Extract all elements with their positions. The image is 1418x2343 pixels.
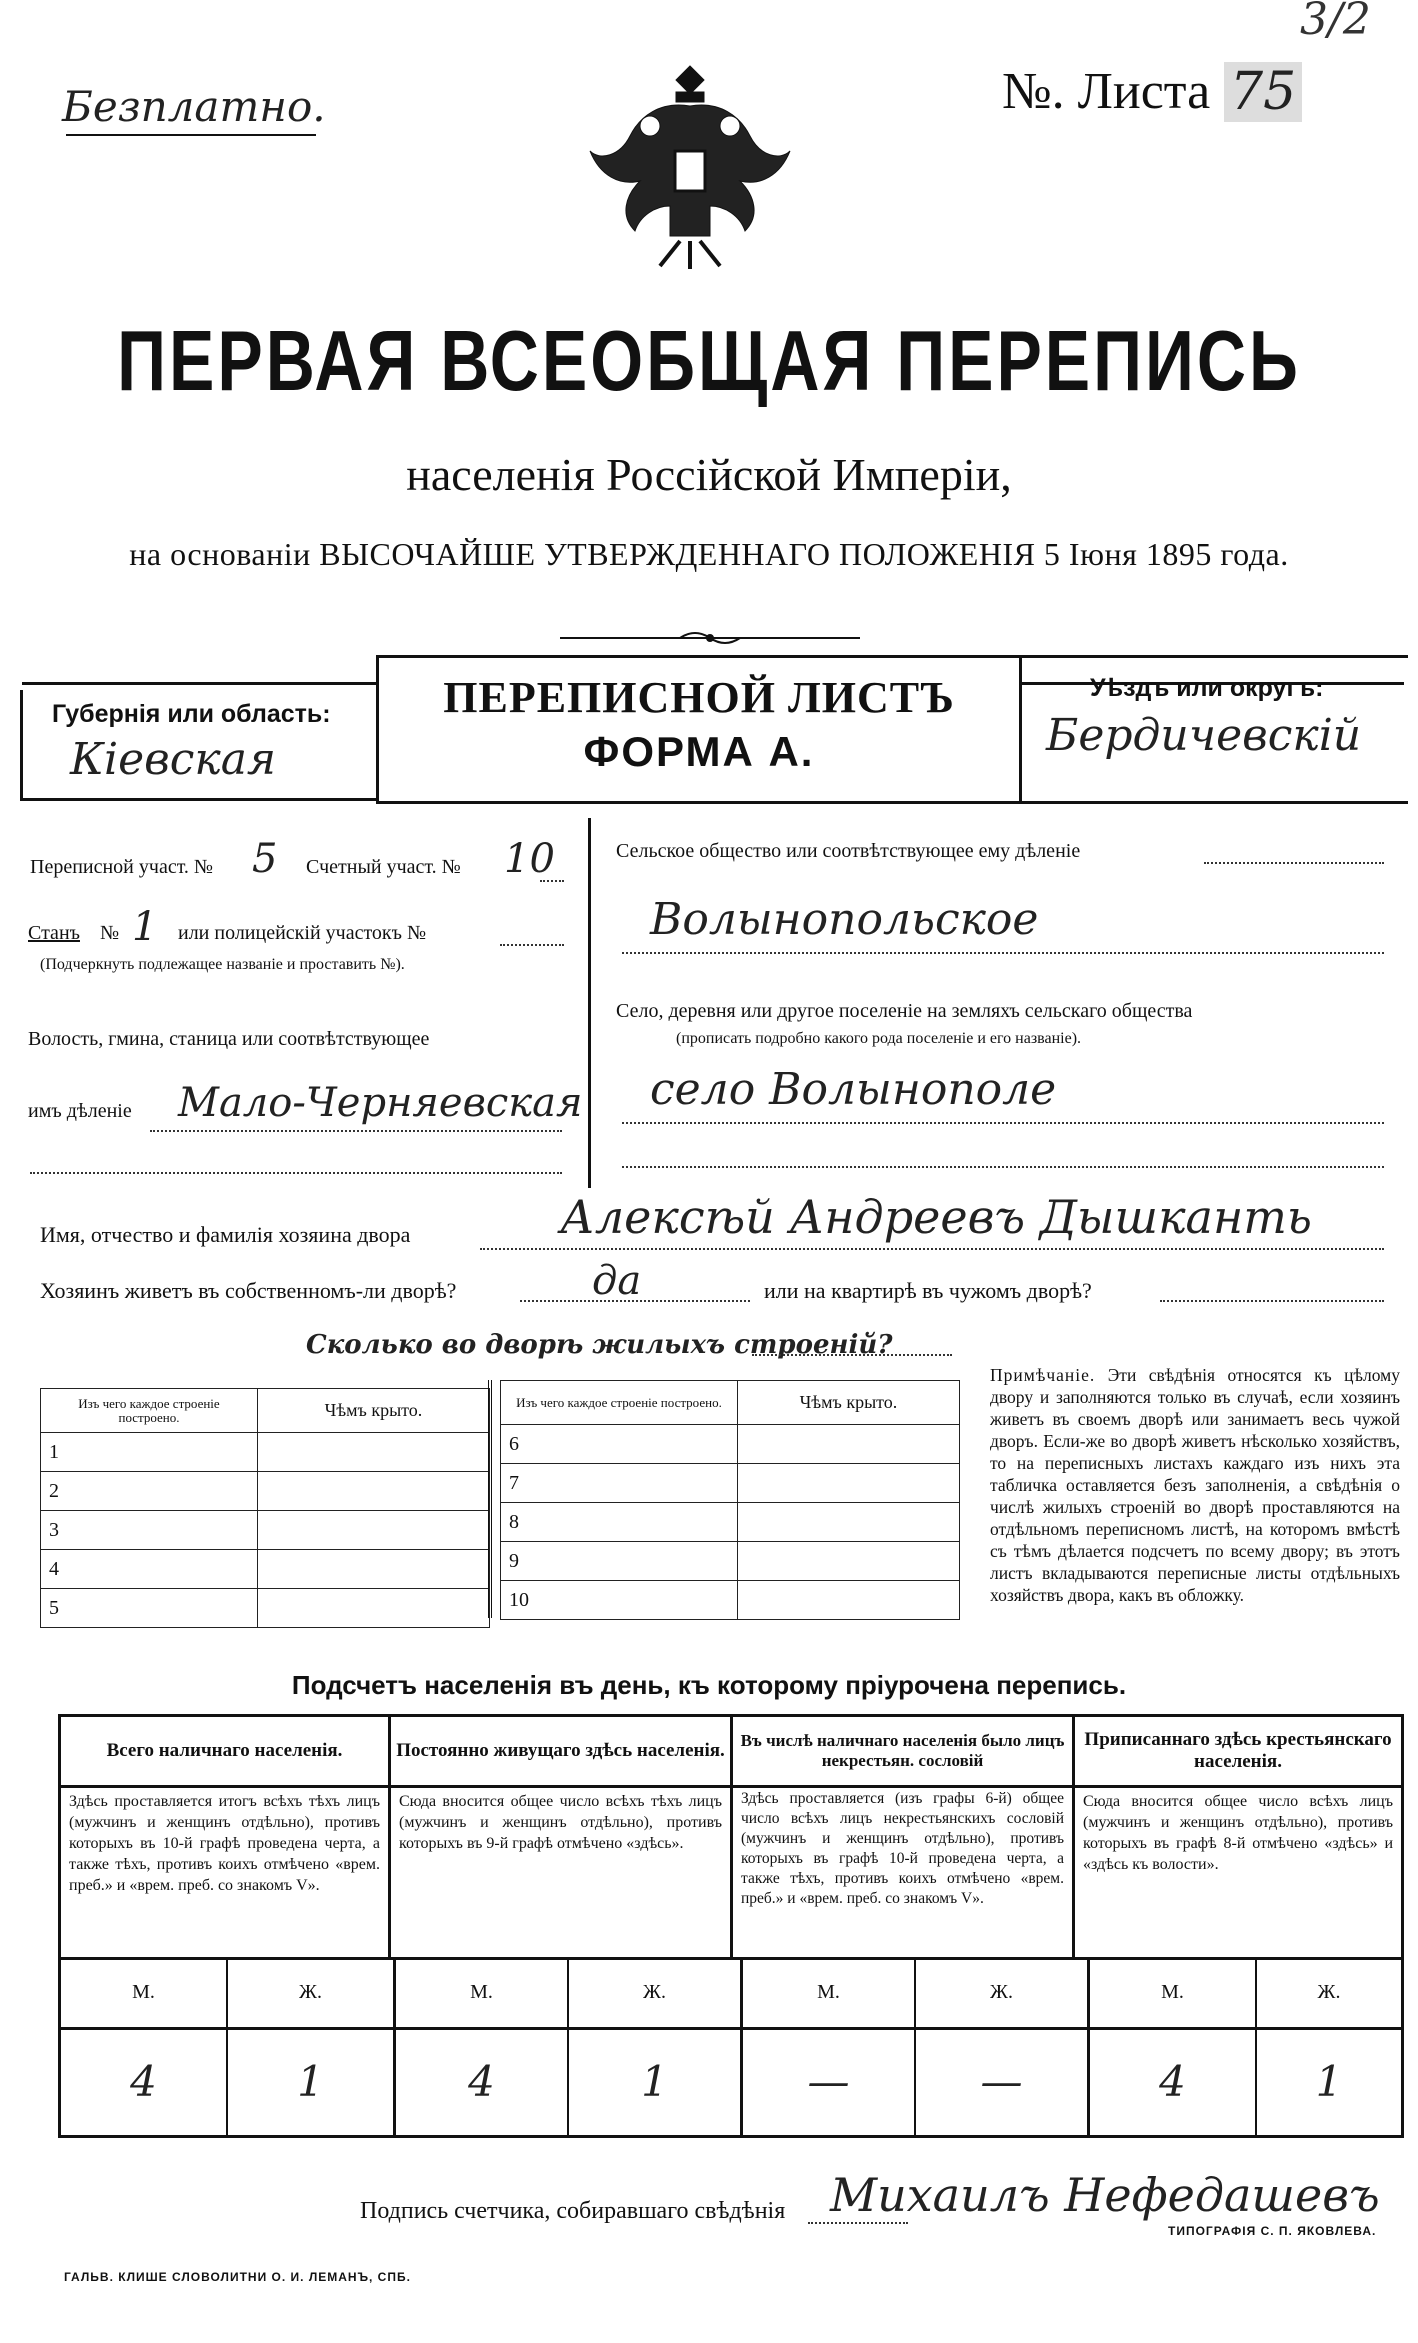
buildings-row-number: 8 xyxy=(501,1503,738,1542)
apartment-dots xyxy=(1160,1300,1384,1302)
society-value: Волынопольское xyxy=(650,894,1039,945)
population-value: 1 xyxy=(228,2027,396,2135)
buildings-row-number: 1 xyxy=(41,1433,258,1472)
female-column-label: Ж. xyxy=(916,1957,1090,2027)
population-table xyxy=(58,1714,1404,2138)
province-value: Кiевская xyxy=(70,734,277,785)
underline-note: (Подчеркнуть подлежащее названіе и проставить №). xyxy=(40,956,405,973)
female-column-label: Ж. xyxy=(569,1957,743,2027)
census-plot-label: Переписной участ. № xyxy=(30,856,214,878)
double-headed-eagle-icon xyxy=(580,56,800,276)
population-value: — xyxy=(916,2027,1090,2135)
buildings-row-number: 5 xyxy=(41,1589,258,1628)
female-column-label: Ж. xyxy=(228,1957,396,2027)
society-line xyxy=(622,952,1384,954)
population-description: Здѣсь проставляется (изъ графы 6-й) общее число всѣхъ лицъ некрестьянскихъ сословій (мужчинъ и женщинъ отдѣльно), противъ которыхъ въ графѣ 10-й проведена черта, а также тѣхъ, противъ коихъ отмѣчено «врем. преб.» и «врем. преб. со знакомъ V». xyxy=(733,1785,1075,1957)
male-column-label: М. xyxy=(396,1957,569,2027)
village-line xyxy=(622,1122,1384,1124)
buildings-row-number: 2 xyxy=(41,1472,258,1511)
printer-right: ТИПОГРАФІЯ С. П. ЯКОВЛЕВА. xyxy=(1168,2224,1377,2238)
stan-label: Станъ xyxy=(28,922,80,944)
population-header: Всего наличнаго населенія. xyxy=(61,1717,391,1785)
buildings-row-number: 10 xyxy=(501,1581,738,1620)
village-line-2 xyxy=(622,1166,1384,1168)
block-divider xyxy=(588,818,591,1188)
subtitle: населенія Россійской Имперіи, xyxy=(406,449,1012,500)
buildings-col-roof: Чѣмъ крыто. xyxy=(258,1389,490,1433)
society-dots xyxy=(1204,862,1384,864)
population-value: 1 xyxy=(569,2027,743,2135)
owner-lives-dots xyxy=(520,1300,750,1302)
owner-name-line xyxy=(480,1248,1384,1250)
population-header: Приписаннаго здѣсь крестьянскаго населенія. xyxy=(1084,1729,1392,1772)
main-title: ПЕРВАЯ ВСЕОБЩАЯ ПЕРЕПИСЬ xyxy=(117,313,1301,409)
volost-label: Волость, гмина, станица или соотвѣтствующее xyxy=(28,1028,430,1050)
owner-name-label: Имя, отчество и фамилія хозяина двора xyxy=(40,1222,411,1247)
buildings-note xyxy=(990,1364,1400,1606)
village-label: Село, деревня или другое поселеніе на земляхъ сельскаго общества xyxy=(616,1000,1193,1022)
village-note: (прописать подробно какого рода поселеніе и его названіе). xyxy=(676,1030,1082,1047)
signature-value: Михаилъ Нефедашевъ xyxy=(830,2168,1380,2222)
apartment-label: или на квартирѣ въ чужомъ дворѣ? xyxy=(764,1278,1092,1303)
owner-lives-value: да xyxy=(592,1258,642,1304)
male-column-label: М. xyxy=(61,1957,228,2027)
police-plot-label: или полицейскій участокъ № xyxy=(178,922,427,944)
buildings-dots xyxy=(752,1354,952,1356)
buildings-table-left xyxy=(40,1388,490,1628)
volost-label-2: имъ дѣленіе xyxy=(28,1100,132,1122)
owner-name-value: Алексѣй Андреевъ Дышканть xyxy=(560,1190,1312,1244)
male-column-label: М. xyxy=(743,1957,916,2027)
buildings-label: Сколько во дворѣ жилыхъ строеній? xyxy=(306,1330,893,1360)
signature-dots xyxy=(808,2222,908,2224)
buildings-col-material: Изъ чего каждое строеніе построено. xyxy=(41,1389,258,1433)
volost-value: Мало-Черняевская xyxy=(178,1080,583,1126)
form-subtitle: ФОРМА А. xyxy=(583,728,815,775)
buildings-table-right xyxy=(500,1380,960,1620)
note-text: Эти свѣдѣнія относятся къ цѣлому двору и заполняются только въ случаѣ, если хозяинъ живетъ въ своемъ дворѣ или занимаетъ весь чужой дворъ. Если-же во дворѣ живетъ нѣсколько хозяйствъ, то на переписныхъ листахъ каждаго изъ нихъ эта табличка оставляется безъ заполненія, а свѣдѣнія о числѣ жилыхъ строеній во дворѣ проставляются на отдѣльномъ переписномъ листѣ, на которомъ вмѣстѣ съ тѣмъ дѣлается подсчетъ по всему двору; въ этотъ листъ вкладываются переписные листы отдѣльныхъ хозяйствъ двора, какъ въ обложку. xyxy=(990,1365,1400,1605)
population-value: 4 xyxy=(61,2027,228,2135)
province-label: Губернія или область: xyxy=(52,700,331,728)
volost-dots xyxy=(150,1130,562,1132)
buildings-row-number: 9 xyxy=(501,1542,738,1581)
sheet-number-value: 75 xyxy=(1224,62,1302,122)
population-value: 4 xyxy=(1090,2027,1257,2135)
free-underline xyxy=(66,134,316,136)
district-label: Уѣздъ или округъ: xyxy=(1090,674,1324,702)
buildings-row-number: 7 xyxy=(501,1464,738,1503)
population-value: 1 xyxy=(1315,2056,1343,2106)
population-description: Сюда вносится общее число всѣхъ тѣхъ лицъ (мужчинъ и женщинъ отдѣльно), противъ которыхъ въ 9-й графѣ отмѣчено «здѣсь». xyxy=(391,1785,733,1957)
free-label: Безплатно. xyxy=(62,82,326,131)
female-column-label: Ж. xyxy=(1317,1980,1341,2003)
buildings-row-number: 4 xyxy=(41,1550,258,1589)
population-title: Подсчетъ населенія въ день, къ которому пріурочена перепись. xyxy=(291,1670,1127,1700)
population-header: Постоянно живущаго здѣсь населенія. xyxy=(391,1717,733,1785)
note-lead: Примѣчаніе. xyxy=(990,1365,1096,1385)
village-value: село Волынополе xyxy=(650,1064,1057,1115)
population-description: Сюда вносится общее число всѣхъ лицъ (мужчинъ и женщинъ отдѣльно), противъ которыхъ въ графѣ 8-й отмѣчено «здѣсь» и «здѣсь къ волости». xyxy=(1083,1793,1393,1873)
ornament-divider-icon xyxy=(560,628,860,648)
buildings-col-roof: Чѣмъ крыто. xyxy=(738,1381,960,1425)
form-title: ПЕРЕПИСНОЙ ЛИСТЪ xyxy=(443,673,955,722)
signature-label: Подпись счетчика, собиравшаго свѣдѣнія xyxy=(360,2198,786,2224)
police-plot-dots xyxy=(500,944,564,946)
society-label: Сельское общество или соотвѣтствующее ему дѣленіе xyxy=(616,840,1081,862)
count-plot-value: 10 xyxy=(504,836,555,882)
population-description: Здѣсь проставляется итогъ всѣхъ тѣхъ лицъ (мужчинъ и женщинъ отдѣльно), противъ которыхъ въ 10-й графѣ проведена черта, а также тѣхъ, противъ коихъ отмѣчено «врем. преб.» и «врем. преб. со знакомъ V». xyxy=(61,1785,391,1957)
stan-value: 1 xyxy=(132,904,158,950)
volost-dots-2 xyxy=(30,1172,562,1174)
buildings-row-number: 6 xyxy=(501,1425,738,1464)
basis-text: на основаніи ВЫСОЧАЙШЕ УТВЕРЖДЕННАГО ПОЛОЖЕНІЯ 5 Іюня 1895 года. xyxy=(129,536,1289,572)
buildings-col-material: Изъ чего каждое строеніе построено. xyxy=(501,1381,738,1425)
district-value: Бердичевскiй xyxy=(1046,710,1362,761)
stan-number-label: № xyxy=(100,922,120,944)
buildings-table-divider xyxy=(488,1380,496,1618)
population-value: — xyxy=(743,2027,916,2135)
census-plot-value: 5 xyxy=(252,836,278,882)
buildings-row-number: 3 xyxy=(41,1511,258,1550)
sheet-number-label: №. Листа xyxy=(1002,63,1211,120)
printer-left: ГАЛЬВ. КЛИШЕ СЛОВОЛИТНИ О. И. ЛЕМАНЪ, СПБ. xyxy=(64,2270,411,2284)
population-header: Въ числѣ наличнаго населенія было лицъ некрестьян. сословій xyxy=(733,1717,1075,1785)
male-column-label: М. xyxy=(1090,1957,1257,2027)
population-value: 4 xyxy=(396,2027,569,2135)
owner-lives-label: Хозяинъ живетъ въ собственномъ-ли дворѣ? xyxy=(40,1278,457,1303)
corner-number: 3/2 xyxy=(1300,0,1371,45)
count-plot-label: Счетный участ. № xyxy=(306,856,461,878)
count-plot-dots xyxy=(540,880,564,882)
